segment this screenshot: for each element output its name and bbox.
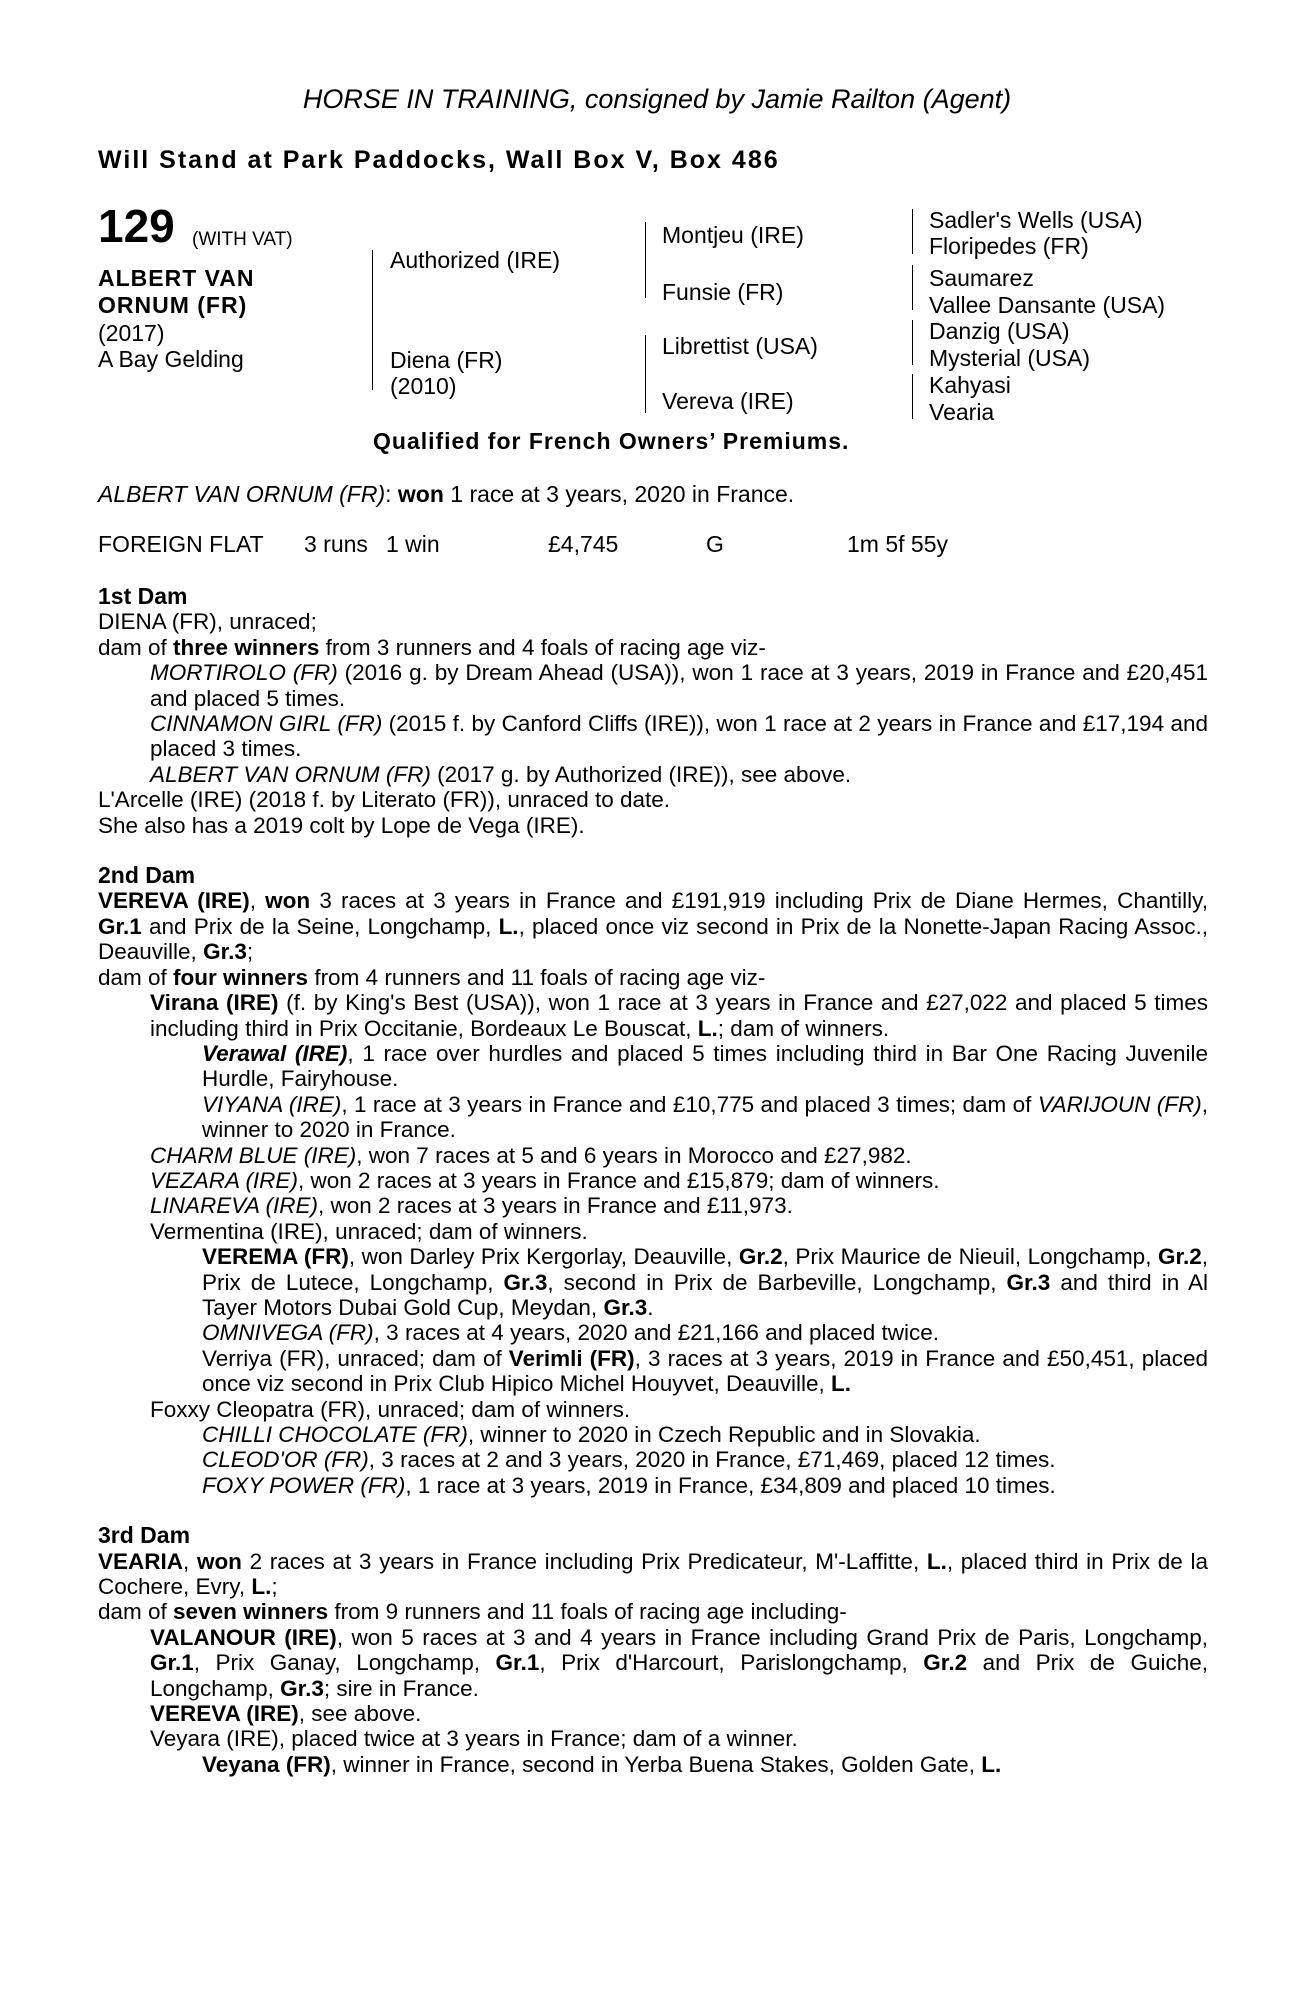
vat-note: (WITH VAT) bbox=[192, 229, 293, 250]
produce-vezara: VEZARA (IRE), won 2 races at 3 years in France and £15,879; dam of winners. bbox=[150, 1167, 940, 1193]
second-dam-produce: dam of four winners from 4 runners and 11 foals of racing age viz- bbox=[98, 964, 766, 990]
pedigree-brace-g3-3 bbox=[912, 320, 913, 365]
pedigree-brace-dam-line bbox=[645, 335, 646, 413]
pedigree-sss: Sadler's Wells (USA) bbox=[929, 207, 1143, 233]
produce-cinnamon-girl: CINNAMON GIRL (FR) (2015 f. by Canford Cliffs (IRE)), won 1 race at 2 years in France and £17,194 and placed 3 times. bbox=[150, 711, 1208, 762]
produce-albert-van-ornum: ALBERT VAN ORNUM (FR) (2017 g. by Authorized (IRE)), see above. bbox=[150, 761, 852, 787]
stand-location: Will Stand at Park Paddocks, Wall Box V, Box 486 bbox=[98, 146, 780, 174]
produce-veyana: Veyana (FR), winner in France, second in Yerba Buena Stakes, Golden Gate, L. bbox=[202, 1751, 1002, 1777]
pedigree-sdd: Vallee Dansante (USA) bbox=[929, 292, 1166, 318]
horse-year: (2017) bbox=[98, 320, 165, 346]
produce-cleodor: CLEOD'OR (FR), 3 races at 2 and 3 years, 2020 in France, £71,469, placed 12 times. bbox=[202, 1447, 1056, 1473]
pedigree-brace-g3-2 bbox=[912, 265, 913, 310]
produce-foxy-power: FOXY POWER (FR), 1 race at 3 years, 2019 in France, £34,809 and placed 10 times. bbox=[202, 1472, 1056, 1498]
lot-number: 129 bbox=[98, 200, 175, 252]
dam-records bbox=[98, 584, 1208, 1777]
pedigree-sire: Authorized (IRE) bbox=[390, 247, 561, 273]
third-dam-heading: 3rd Dam bbox=[98, 1522, 191, 1549]
produce-vereva: VEREVA (IRE), see above. bbox=[150, 1701, 422, 1727]
produce-vermentina: Vermentina (IRE), unraced; dam of winners. bbox=[150, 1218, 588, 1244]
produce-larcelle: L'Arcelle (IRE) (2018 f. by Literato (FR)), unraced to date. bbox=[98, 787, 671, 813]
pedigree-dds: Kahyasi bbox=[929, 372, 1011, 398]
pedigree-brace-gen1 bbox=[372, 250, 373, 390]
pedigree-dam-sire: Librettist (USA) bbox=[662, 333, 818, 359]
pedigree-ssd: Floripedes (FR) bbox=[929, 233, 1089, 259]
produce-virana: Virana (IRE) (f. by King's Best (USA)), won 1 race at 3 years in France and £27,022 and placed 5 times including third in Prix Occitanie, Bordeaux Le Bouscat, L.; dam of winners. bbox=[150, 990, 1208, 1041]
produce-foxxy-cleopatra: Foxxy Cleopatra (FR), unraced; dam of winners. bbox=[150, 1396, 631, 1422]
pedigree-sire-sire: Montjeu (IRE) bbox=[662, 222, 804, 248]
produce-2019-colt: She also has a 2019 colt by Lope de Vega (IRE). bbox=[98, 812, 585, 838]
pedigree-dam-dam: Vereva (IRE) bbox=[662, 388, 794, 414]
stats-wins: 1 win bbox=[386, 531, 440, 557]
stats-earnings: £4,745 bbox=[548, 531, 619, 557]
pedigree-dsd: Mysterial (USA) bbox=[929, 345, 1091, 371]
pedigree-brace-sire-line bbox=[645, 222, 646, 298]
horse-description: A Bay Gelding bbox=[98, 346, 244, 372]
produce-valanour: VALANOUR (IRE), won 5 races at 3 and 4 years in France including Grand Prix de Paris, Longchamp, Gr.1, Prix Ganay, Longchamp, Gr.1, Prix d'Harcourt, Parislongchamp, Gr.2 and Prix de Guiche, Longchamp, Gr.3; sire in France. bbox=[150, 1624, 1208, 1701]
produce-mortirolo: MORTIROLO (FR) (2016 g. by Dream Ahead (USA)), won 1 race at 3 years, 2019 in France and £20,451 and placed 5 times. bbox=[150, 660, 1208, 711]
produce-charm-blue: CHARM BLUE (IRE), won 7 races at 5 and 6 years in Morocco and £27,982. bbox=[150, 1142, 912, 1168]
race-record: ALBERT VAN ORNUM (FR): won 1 race at 3 years, 2020 in France. bbox=[98, 481, 795, 507]
second-dam-record: VEREVA (IRE), won 3 races at 3 years in France and £191,919 including Prix de Diane Hermes, Chantilly, Gr.1 and Prix de la Seine, Longchamp, L., placed once viz second in Prix de la Nonette-Japan Racing Assoc., Deauville, Gr.3; bbox=[98, 888, 1208, 965]
third-dam-record: VEARIA, won 2 races at 3 years in France including Prix Predicateur, M'-Laffitte, L., placed third in Prix de la Cochere, Evry, L.; bbox=[98, 1548, 1208, 1600]
produce-omnivega: OMNIVEGA (FR), 3 races at 4 years, 2020 and £21,166 and placed twice. bbox=[202, 1320, 940, 1346]
produce-verriya: Verriya (FR), unraced; dam of Verimli (FR), 3 races at 3 years, 2019 in France and £50,451, placed once viz second in Prix Club Hipico Michel Houyvet, Deauville, L. bbox=[202, 1345, 1208, 1397]
stats-runs: 3 runs bbox=[304, 531, 368, 557]
horse-name-line2: ORNUM (FR) bbox=[98, 292, 248, 318]
pedigree-brace-g3-4 bbox=[912, 374, 913, 419]
stats-distance: 1m 5f 55y bbox=[847, 531, 948, 557]
produce-viyana: VIYANA (IRE), 1 race at 3 years in France and £10,775 and placed 3 times; dam of VARIJOUN (FR), winner to 2020 in France. bbox=[202, 1091, 1208, 1143]
produce-linareva: LINAREVA (IRE), won 2 races at 3 years in France and £11,973. bbox=[150, 1193, 793, 1219]
pedigree-dam-year: (2010) bbox=[390, 373, 457, 399]
pedigree-dss: Danzig (USA) bbox=[929, 318, 1070, 344]
pedigree-ddd: Vearia bbox=[929, 399, 995, 425]
first-dam-heading: 1st Dam bbox=[98, 583, 188, 609]
second-dam-heading: 2nd Dam bbox=[98, 862, 196, 889]
horse-name-line1: ALBERT VAN bbox=[98, 265, 255, 291]
third-dam-produce: dam of seven winners from 9 runners and 11 foals of racing age including- bbox=[98, 1599, 847, 1625]
pedigree-dam: Diena (FR) bbox=[390, 347, 503, 373]
produce-chilli-chocolate: CHILLI CHOCOLATE (FR), winner to 2020 in Czech Republic and in Slovakia. bbox=[202, 1422, 981, 1447]
premium-note: Qualified for French Owners’ Premiums. bbox=[373, 428, 850, 454]
stats-going: G bbox=[706, 531, 724, 557]
pedigree-sire-dam: Funsie (FR) bbox=[662, 279, 784, 305]
first-dam-line: DIENA (FR), unraced; bbox=[98, 609, 317, 635]
produce-veyara: Veyara (IRE), placed twice at 3 years in France; dam of a winner. bbox=[150, 1726, 798, 1752]
stats-label: FOREIGN FLAT bbox=[98, 531, 264, 557]
produce-verawal: Verawal (IRE), 1 race over hurdles and placed 5 times including third in Bar One Racing Juvenile Hurdle, Fairyhouse. bbox=[202, 1040, 1208, 1092]
first-dam-produce: dam of three winners from 3 runners and 4 foals of racing age viz- bbox=[98, 634, 766, 660]
pedigree-sds: Saumarez bbox=[929, 265, 1034, 291]
produce-verema: VEREMA (FR), won Darley Prix Kergorlay, Deauville, Gr.2, Prix Maurice de Nieuil, Longchamp, Gr.2, Prix de Lutece, Longchamp, Gr.3, second in Prix de Barbeville, Longchamp, Gr.3 and third in Al Tayer Motors Dubai Gold Cup, Meydan, Gr.3. bbox=[202, 1244, 1208, 1320]
page-title: HORSE IN TRAINING, consigned by Jamie Railton (Agent) bbox=[302, 84, 1012, 114]
pedigree-brace-g3-1 bbox=[912, 209, 913, 254]
